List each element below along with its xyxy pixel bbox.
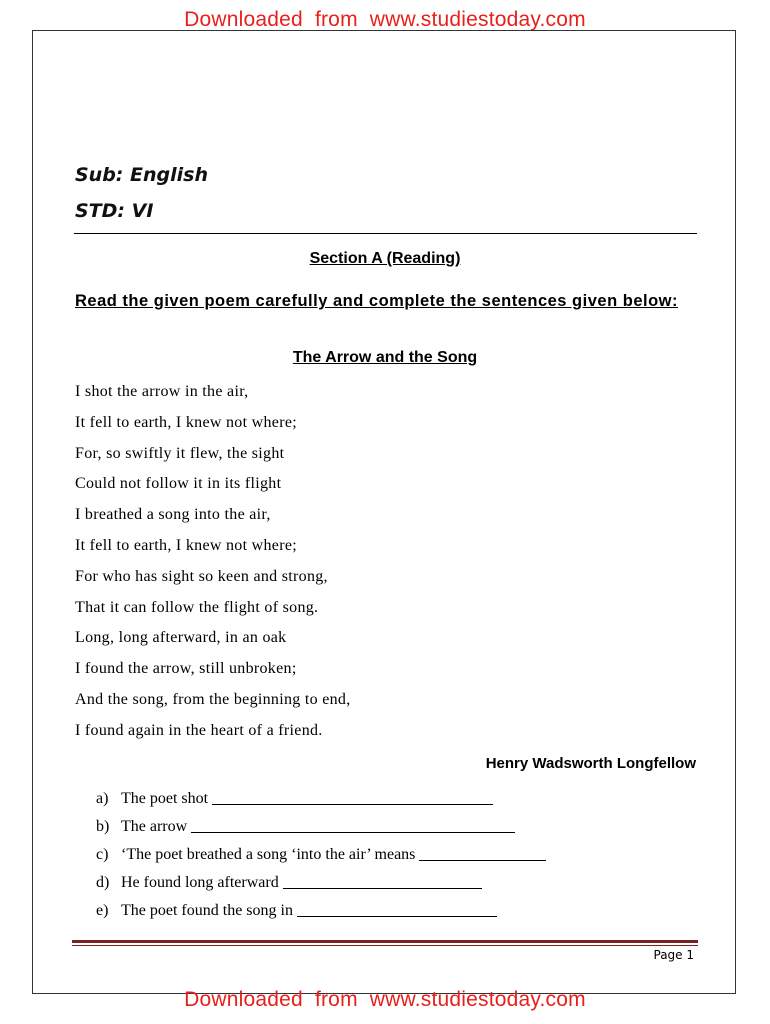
answer-blank[interactable] xyxy=(297,901,497,917)
poem-author: Henry Wadsworth Longfellow xyxy=(485,755,696,772)
header-divider xyxy=(74,233,697,234)
question-label: a) xyxy=(96,790,109,807)
poem-line: Long, long afterward, in an oak xyxy=(75,629,287,647)
question-item xyxy=(96,789,546,817)
answer-blank[interactable] xyxy=(191,817,515,833)
question-text: He found long afterward xyxy=(121,874,279,891)
question-item xyxy=(96,873,546,901)
question-item xyxy=(96,817,546,845)
subject-label: Sub: English xyxy=(75,164,208,186)
poem-line: And the song, from the beginning to end, xyxy=(75,690,351,708)
poem-line: I found the arrow, still unbroken; xyxy=(75,660,297,678)
question-text: The arrow xyxy=(121,818,188,835)
footer-rule-thick xyxy=(72,940,698,943)
poem-body xyxy=(75,382,351,752)
footer-rule-thin xyxy=(72,945,698,946)
answer-blank[interactable] xyxy=(419,845,546,861)
std-label: STD: VI xyxy=(75,200,154,222)
watermark-bottom: Downloaded from www.studiestoday.com xyxy=(184,988,586,1011)
poem-line: I found again in the heart of a friend. xyxy=(75,721,323,739)
poem-line: Could not follow it in its flight xyxy=(75,475,282,493)
poem-line: That it can follow the flight of song. xyxy=(75,598,319,616)
question-text: The poet shot xyxy=(121,790,209,807)
poem-title: The Arrow and the Song xyxy=(292,349,478,366)
question-item xyxy=(96,845,546,873)
instruction-text: Read the given poem carefully and complete the sentences given below: xyxy=(75,292,678,310)
question-list xyxy=(96,789,546,929)
question-label: d) xyxy=(96,874,110,891)
question-label: b) xyxy=(96,818,110,835)
question-item xyxy=(96,901,546,929)
question-label: c) xyxy=(96,846,109,863)
poem-line: For who has sight so keen and strong, xyxy=(75,567,328,585)
poem-line: I breathed a song into the air, xyxy=(75,506,271,524)
poem-line: It fell to earth, I knew not where; xyxy=(75,536,297,554)
section-title: Section A (Reading) xyxy=(309,250,461,267)
poem-line: I shot the arrow in the air, xyxy=(75,383,249,400)
page-number: Page 1 xyxy=(653,948,694,962)
answer-blank[interactable] xyxy=(212,789,493,805)
poem-line: For, so swiftly it flew, the sight xyxy=(75,444,285,462)
watermark-top: Downloaded from www.studiestoday.com xyxy=(184,8,586,31)
answer-blank[interactable] xyxy=(283,873,482,889)
poem-line: It fell to earth, I knew not where; xyxy=(75,413,297,431)
question-text: The poet found the song in xyxy=(121,902,293,919)
question-label: e) xyxy=(96,902,109,919)
question-text: ‘The poet breathed a song ‘into the air’ means xyxy=(121,846,416,863)
